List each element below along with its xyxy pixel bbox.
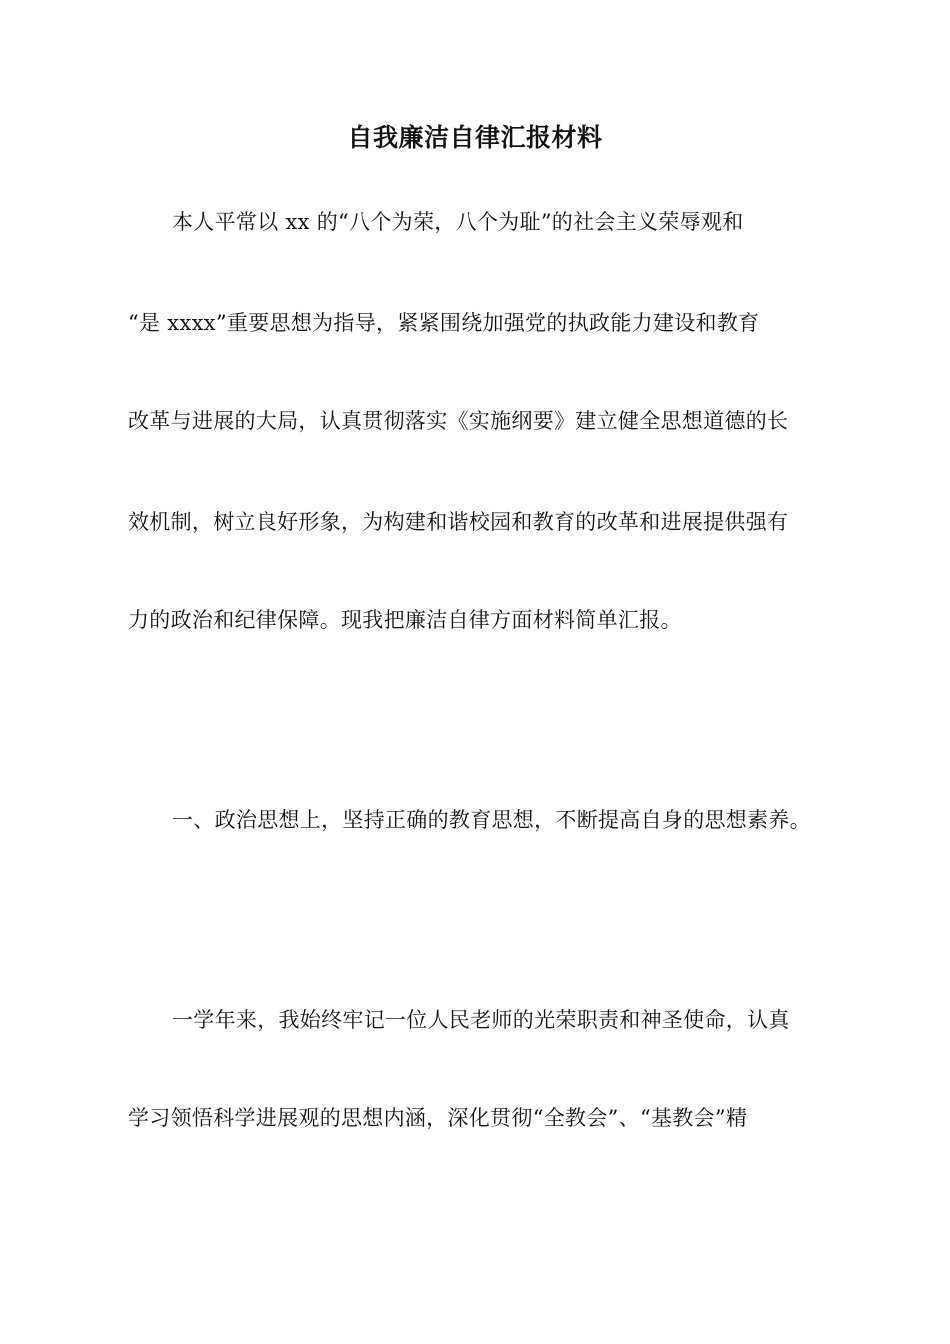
paragraph-line: 一学年来，我始终牢记一位人民老师的光荣职责和神圣使命，认真 (172, 1008, 790, 1032)
section-heading: 一、政治思想上，坚持正确的教育思想，不断提高自身的思想素养。 (172, 808, 811, 832)
paragraph-line: 学习领悟科学进展观的思想内涵，深化贯彻“全教会”、“基教会”精 (128, 1106, 748, 1130)
paragraph-line: “是 xxxx”重要思想为指导，紧紧围绕加强党的执政能力建设和教育 (128, 311, 760, 335)
paragraph-line: 力的政治和纪律保障。现我把廉洁自律方面材料简单汇报。 (128, 608, 682, 632)
document-title: 自我廉洁自律汇报材料 (347, 123, 603, 152)
paragraph-line: 改革与进展的大局，认真贯彻落实《实施纲要》建立健全思想道德的长 (128, 409, 789, 433)
paragraph-line: 效机制，树立良好形象，为构建和谐校园和教育的改革和进展提供强有 (128, 510, 789, 534)
paragraph-line: 本人平常以 xx 的“八个为荣，八个为耻”的社会主义荣辱观和 (172, 210, 744, 234)
